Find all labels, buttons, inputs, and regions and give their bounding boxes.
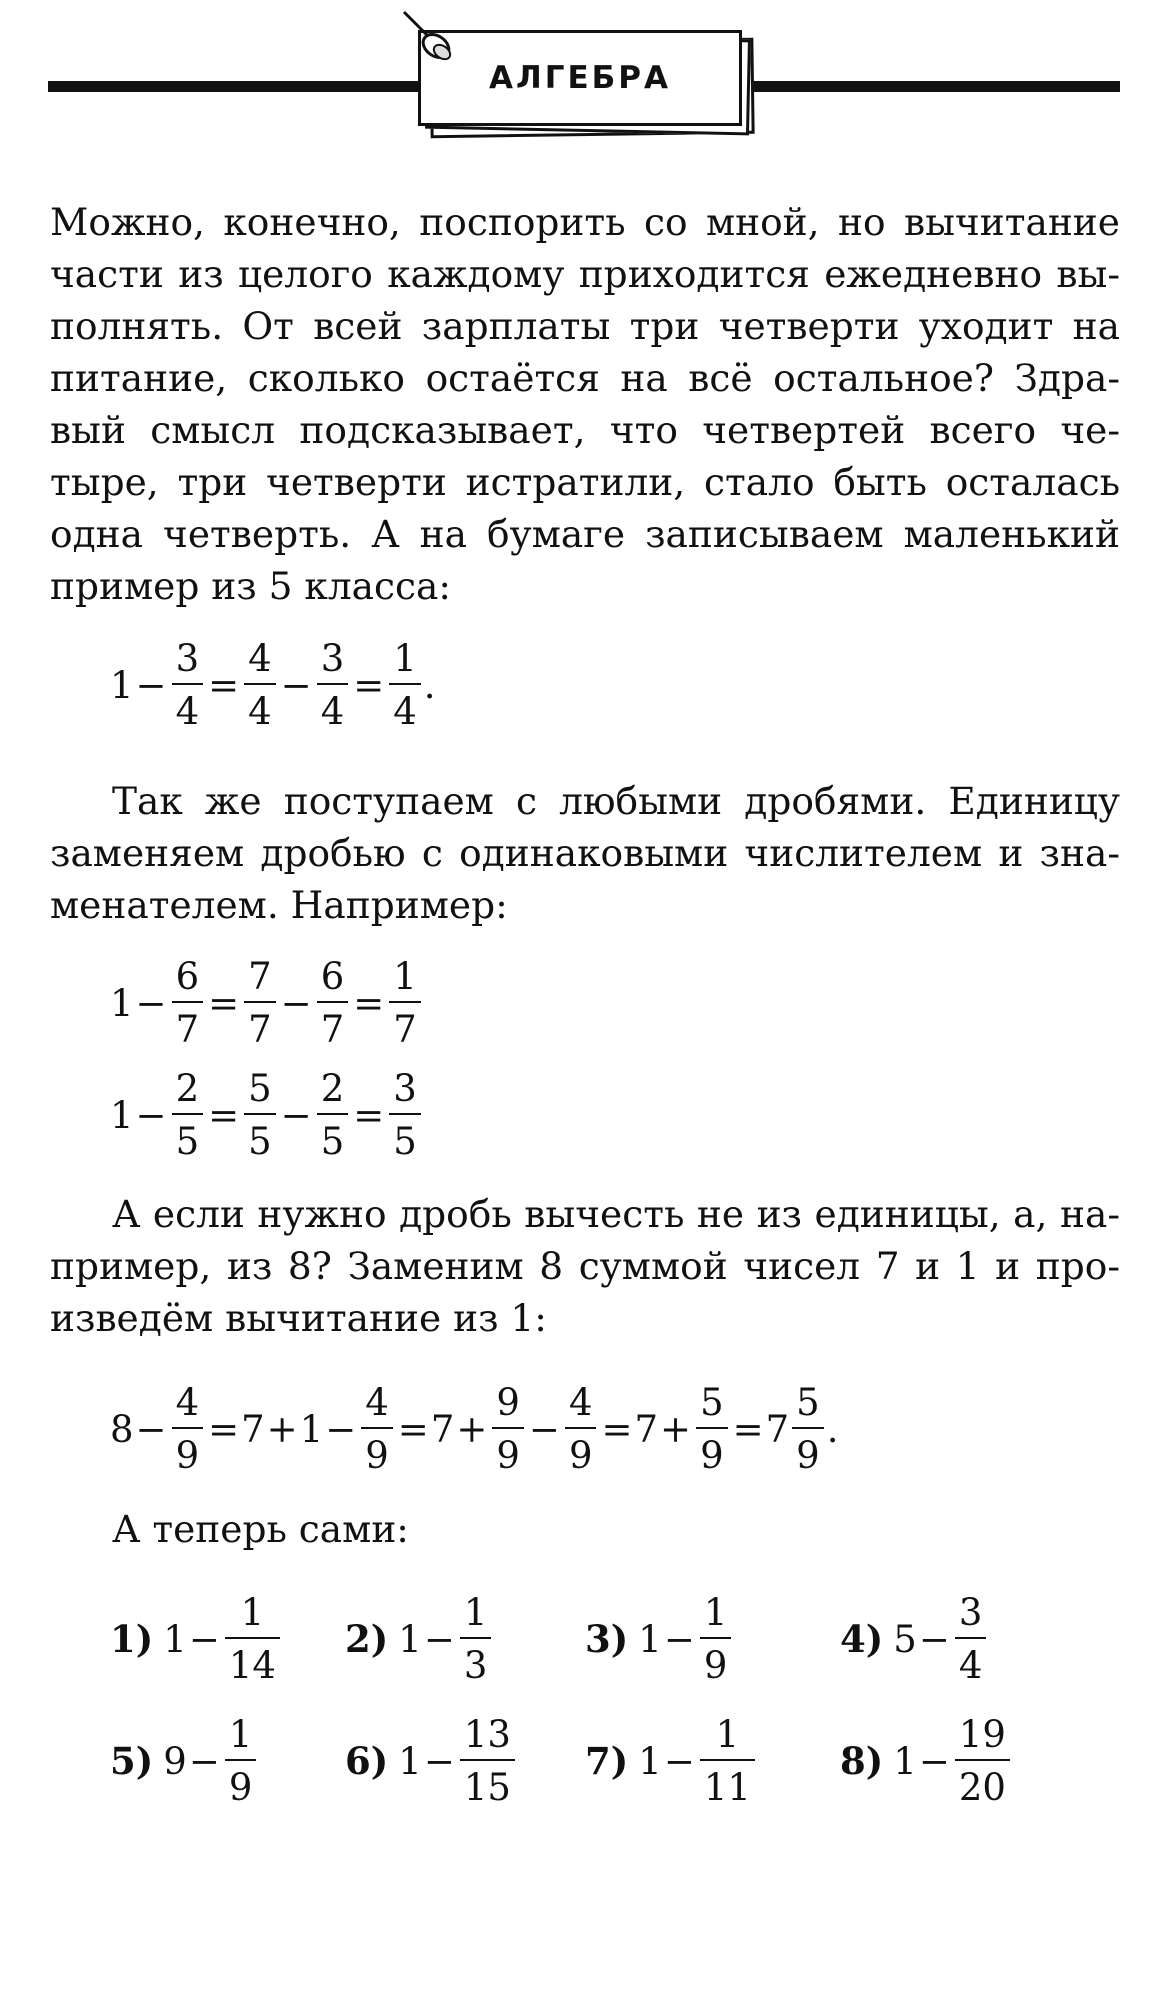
- fraction: $\frac{1}{3}$: [460, 1594, 492, 1684]
- exercise-1: 1) 1 − $\frac{1}{14}$: [110, 1594, 283, 1684]
- exercise-8: 8) 1 − $\frac{19}{20}$: [840, 1716, 1013, 1806]
- exercise-6: 6) 1 − $\frac{13}{15}$: [345, 1716, 518, 1806]
- fraction: $\frac{4}{9}$: [565, 1384, 597, 1474]
- paragraph-subtract-from-8: [50, 1188, 1120, 1344]
- text-line: менателем. Например:: [50, 883, 508, 927]
- fraction: $\frac{3}{5}$: [389, 1070, 421, 1160]
- fraction: $\frac{1}{4}$: [389, 640, 421, 730]
- fraction: $\frac{3}{4}$: [955, 1594, 987, 1684]
- text-line: пример, из 8? Заменим 8 суммой чисел 7 и 1 и про-: [50, 1244, 1120, 1288]
- text-line: Можно, конечно, поспорить со мной, но вычитание: [50, 200, 1120, 244]
- exercise-3: 3) 1 − $\frac{1}{9}$: [585, 1594, 734, 1684]
- text-line: одна четверть. А на бумаге записываем маленький: [50, 512, 1120, 556]
- fraction: $\frac{4}{4}$: [244, 640, 276, 730]
- fraction: $\frac{1}{9}$: [225, 1716, 257, 1806]
- equation-3: 1 − $\frac{2}{5}$ = $\frac{5}{5}$ − $\frac{2}{5}$ = $\frac{3}{5}$: [110, 1070, 424, 1160]
- text-line: пример из 5 класса:: [50, 564, 452, 608]
- text-line: заменяем дробью с одинаковыми числителем и зна-: [50, 831, 1120, 875]
- text-line: А если нужно дробь вычесть не из единицы, а, на-: [112, 1192, 1120, 1236]
- equation-1: 1 − $\frac{3}{4}$ = $\frac{4}{4}$ − $\frac{3}{4}$ = $\frac{1}{4}$ .: [110, 637, 436, 733]
- equation-4: 8 − $\frac{4}{9}$ = 7 + 1 − $\frac{4}{9}$ = 7 + $\frac{9}{9}$ − $\frac{4}{9}$ = 7 + $\frac{5}{9}$ = 7 $\frac{5}{9}$ .: [110, 1381, 839, 1477]
- exercise-7: 7) 1 − $\frac{1}{11}$: [585, 1716, 758, 1806]
- fraction: $\frac{2}{5}$: [172, 1070, 204, 1160]
- paragraph-intro: [50, 196, 1120, 612]
- exercise-4: 4) 5 − $\frac{3}{4}$: [840, 1594, 989, 1684]
- fraction: $\frac{3}{4}$: [317, 640, 349, 730]
- fraction: $\frac{4}{9}$: [172, 1384, 204, 1474]
- fraction: $\frac{1}{11}$: [700, 1716, 755, 1806]
- fraction: $\frac{6}{7}$: [172, 958, 204, 1048]
- paragraph-now-yourself: [50, 1503, 1120, 1555]
- text-line: тыре, три четверти истратили, стало быть осталась: [50, 460, 1120, 504]
- page-title: АЛГЕБРА: [488, 60, 671, 96]
- text-line: части из целого каждому приходится ежедневно вы-: [50, 252, 1120, 296]
- header-rule-left: [48, 81, 418, 92]
- pushpin-icon: [398, 6, 458, 64]
- exercise-5: 5) 9 − $\frac{1}{9}$: [110, 1716, 259, 1806]
- term: 1: [110, 663, 134, 707]
- fraction: $\frac{19}{20}$: [955, 1716, 1010, 1806]
- text-line: изведём вычитание из 1:: [50, 1296, 547, 1340]
- text-line: полнять. От всей зарплаты три четверти уходит на: [50, 304, 1120, 348]
- fraction: $\frac{1}{9}$: [700, 1594, 732, 1684]
- fraction: $\frac{1}{14}$: [225, 1594, 280, 1684]
- text-line: питание, сколько остаётся на всё остальное? Здра-: [50, 356, 1120, 400]
- fraction: $\frac{4}{9}$: [361, 1384, 393, 1474]
- fraction: $\frac{3}{4}$: [172, 640, 204, 730]
- fraction: $\frac{9}{9}$: [492, 1384, 524, 1474]
- fraction: $\frac{7}{7}$: [244, 958, 276, 1048]
- fraction: $\frac{5}{9}$: [792, 1384, 824, 1474]
- paragraph-any-fractions: [50, 775, 1120, 931]
- text-line: А теперь сами:: [112, 1507, 409, 1551]
- fraction: $\frac{13}{15}$: [460, 1716, 515, 1806]
- fraction: $\frac{5}{9}$: [696, 1384, 728, 1474]
- fraction: $\frac{5}{5}$: [244, 1070, 276, 1160]
- header-rule-right: [742, 81, 1120, 92]
- fraction: $\frac{6}{7}$: [317, 958, 349, 1048]
- exercise-2: 2) 1 − $\frac{1}{3}$: [345, 1594, 494, 1684]
- fraction: $\frac{1}{7}$: [389, 958, 421, 1048]
- text-line: вый смысл подсказывает, что четвертей всего че-: [50, 408, 1120, 452]
- equation-2: 1 − $\frac{6}{7}$ = $\frac{7}{7}$ − $\frac{6}{7}$ = $\frac{1}{7}$: [110, 958, 424, 1048]
- text-line: Так же поступаем с любыми дробями. Единицу: [112, 779, 1120, 823]
- fraction: $\frac{2}{5}$: [317, 1070, 349, 1160]
